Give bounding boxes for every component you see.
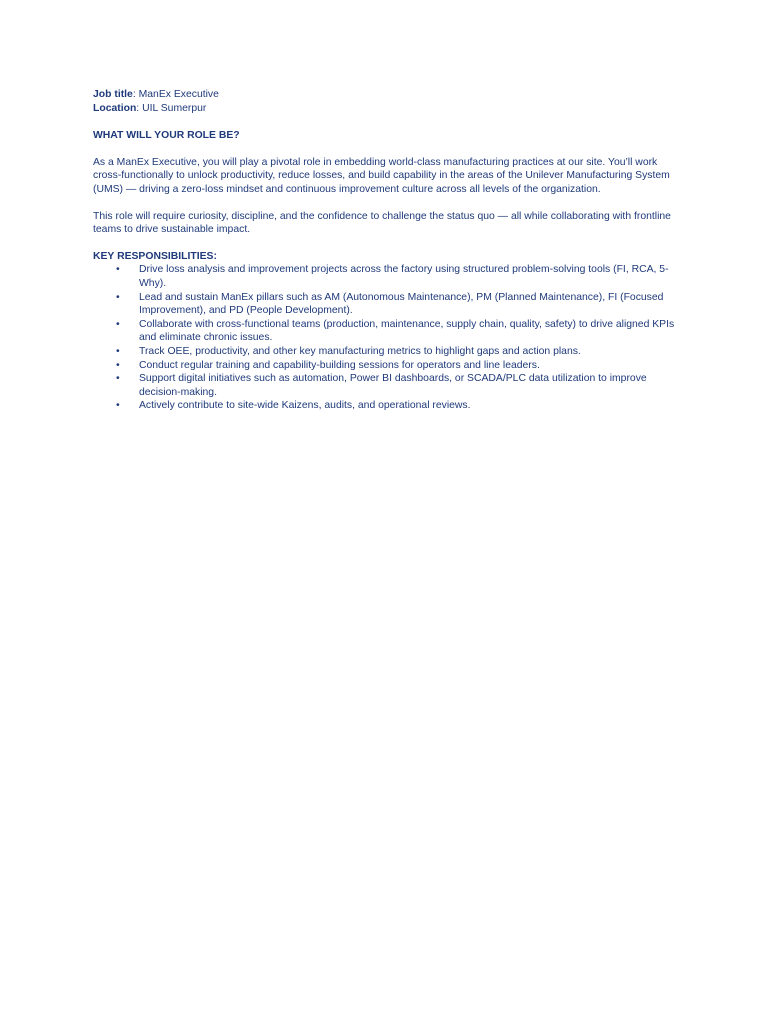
- list-item-text: Collaborate with cross-functional teams (production, maintenance, supply chain, quality, safety) to drive aligned KPIs and eliminate chronic issues.: [139, 318, 675, 344]
- bullet-icon: •: [116, 400, 120, 412]
- responsibilities-heading: KEY RESPONSIBILITIES:: [93, 250, 217, 262]
- list-item: [93, 345, 683, 359]
- role-heading: WHAT WILL YOUR ROLE BE?: [93, 130, 240, 142]
- document-page: [93, 88, 683, 413]
- bullet-icon: •: [116, 318, 120, 330]
- list-item: [93, 318, 683, 345]
- list-item: [93, 372, 683, 399]
- list-item: [93, 263, 683, 290]
- list-item-text: Track OEE, productivity, and other key manufacturing metrics to highlight gaps and action plans.: [139, 345, 581, 357]
- location-line: [93, 102, 683, 116]
- bullet-icon: •: [116, 345, 120, 357]
- list-item-text: Actively contribute to site-wide Kaizens, audits, and operational reviews.: [139, 400, 471, 412]
- role-paragraph-2: This role will require curiosity, discipline, and the confidence to challenge the status quo — all while collaborating with frontline teams to drive sustainable impact.: [93, 210, 671, 236]
- job-title-label: Job title: [93, 89, 133, 100]
- list-item: [93, 399, 683, 413]
- bullet-icon: •: [116, 264, 120, 276]
- list-item-text: Conduct regular training and capability-building sessions for operators and line leaders.: [139, 359, 540, 371]
- location-value: : UIL Sumerpur: [136, 102, 207, 114]
- responsibilities-list: [93, 263, 683, 413]
- list-item: [93, 359, 683, 373]
- list-item-text: Drive loss analysis and improvement projects across the factory using structured problem-solving tools (FI, RCA, 5-Why).: [139, 264, 669, 289]
- list-item: [93, 291, 683, 318]
- job-title-value: : ManEx Executive: [132, 89, 219, 100]
- list-item-text: Lead and sustain ManEx pillars such as AM (Autonomous Maintenance), PM (Planned Maintenance), FI (Focused Improvement), and PD (People Development).: [139, 291, 664, 317]
- bullet-icon: •: [116, 291, 120, 303]
- role-paragraph-1: As a ManEx Executive, you will play a pivotal role in embedding world-class manufacturing practices at our site. You’ll work cross-functionally to unlock productivity, reduce losses, and build capability in the areas of the Unilever Manufacturing System (UMS) — driving a zero-loss mindset and continuous improvement culture across all levels of the organization.: [93, 156, 670, 195]
- list-item-text: Support digital initiatives such as automation, Power BI dashboards, or SCADA/PLC data utilization to improve decision-making.: [139, 373, 647, 398]
- bullet-icon: •: [116, 373, 120, 385]
- bullet-icon: •: [116, 359, 120, 371]
- job-title-line: [93, 88, 683, 102]
- location-label: Location: [93, 102, 137, 114]
